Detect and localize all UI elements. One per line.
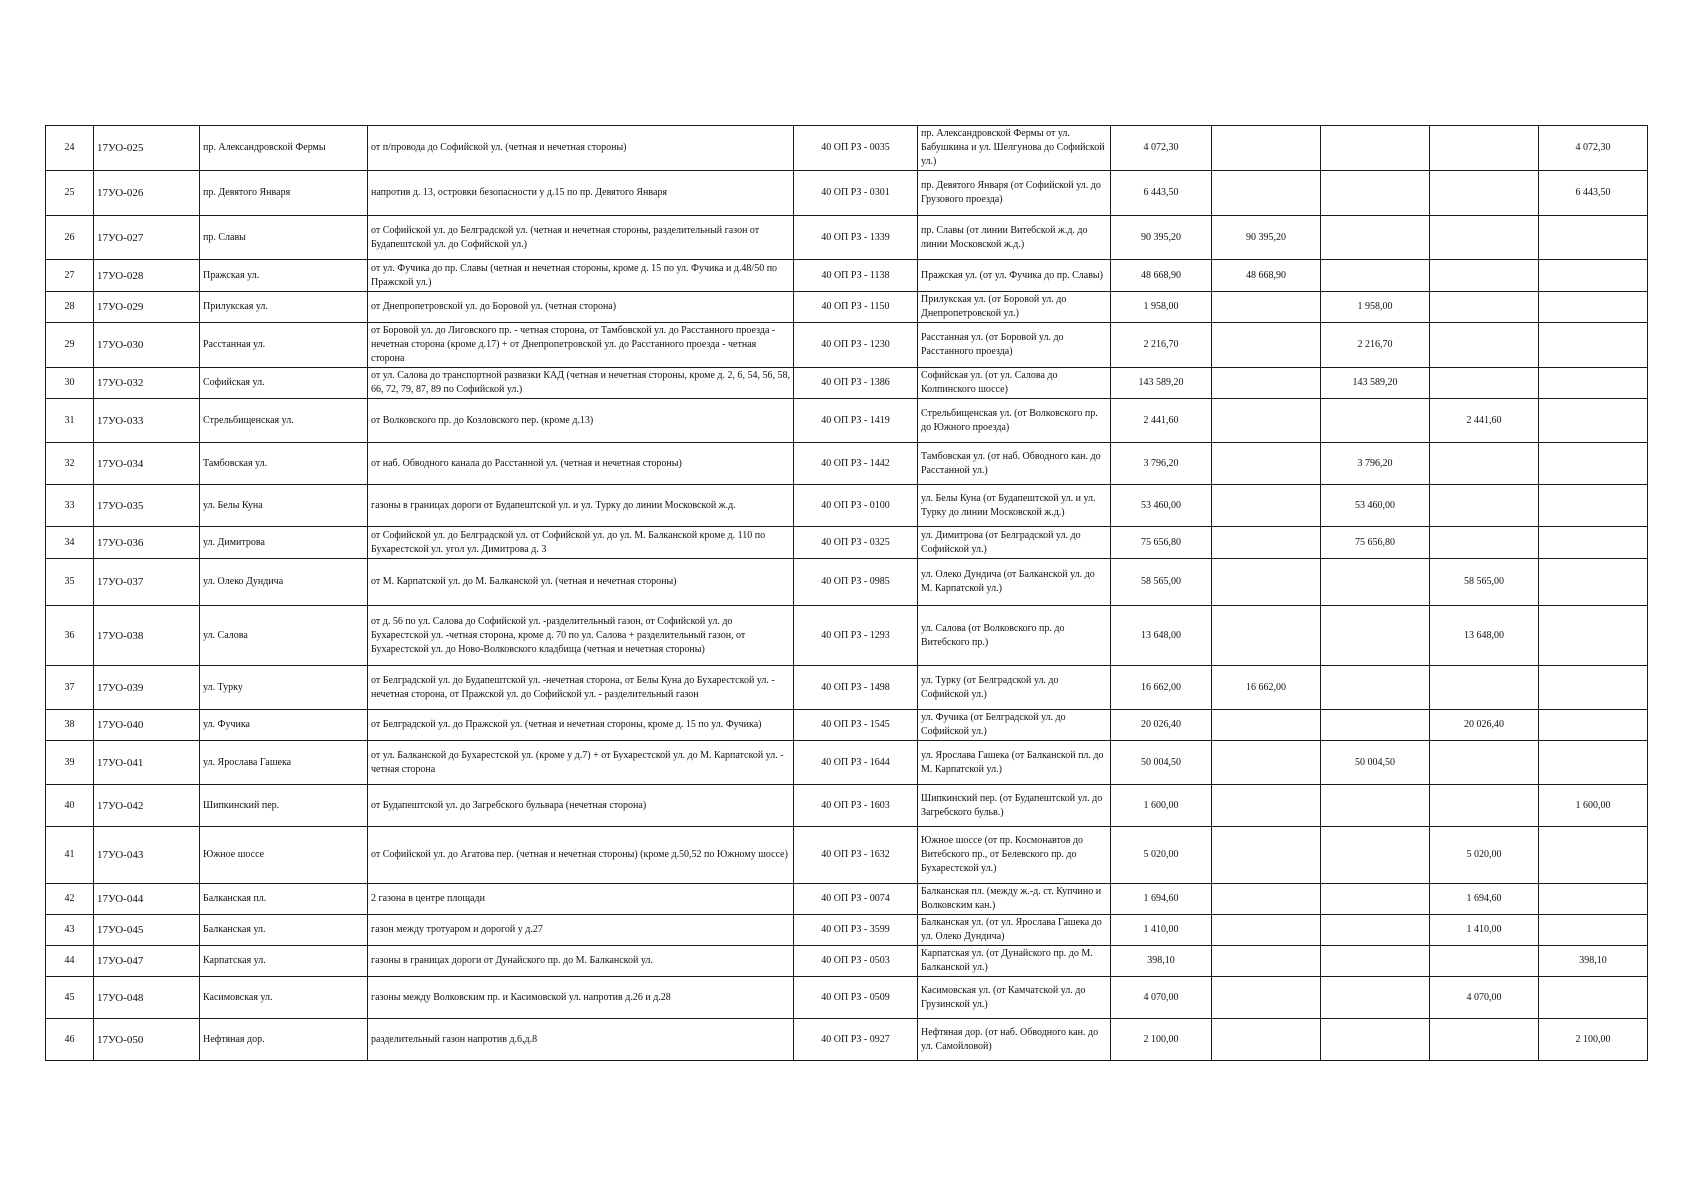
row-road-object: Пражская ул. (от ул. Фучика до пр. Славы) xyxy=(918,260,1111,292)
row-number: 42 xyxy=(46,884,94,915)
row-description: от ул. Фучика до пр. Славы (четная и нечетная стороны, кроме д. 15 по ул. Фучика и д.48/50 по Пражской ул.) xyxy=(368,260,794,292)
row-value-col2: 50 004,50 xyxy=(1321,741,1430,785)
row-number: 30 xyxy=(46,368,94,399)
row-number: 44 xyxy=(46,946,94,977)
row-area: 3 796,20 xyxy=(1111,443,1212,485)
row-number: 29 xyxy=(46,323,94,368)
row-value-col1 xyxy=(1212,606,1321,666)
row-value-col2 xyxy=(1321,785,1430,827)
row-value-col3 xyxy=(1430,527,1539,559)
row-value-col2 xyxy=(1321,915,1430,946)
row-code: 17УО-050 xyxy=(94,1019,200,1061)
row-number: 46 xyxy=(46,1019,94,1061)
row-road-object: ул. Ярослава Гашека (от Балканской пл. до М. Карпатской ул.) xyxy=(918,741,1111,785)
row-description: 2 газона в центре площади xyxy=(368,884,794,915)
row-value-col1 xyxy=(1212,741,1321,785)
table-row xyxy=(46,915,1648,946)
row-code: 17УО-038 xyxy=(94,606,200,666)
row-number: 32 xyxy=(46,443,94,485)
row-value-col2 xyxy=(1321,884,1430,915)
row-road-id: 40 ОП РЗ - 1644 xyxy=(794,741,918,785)
row-value-col3 xyxy=(1430,292,1539,323)
row-code: 17УО-034 xyxy=(94,443,200,485)
row-road-object: ул. Белы Куна (от Будапештской ул. и ул. Турку до линии Московской ж.д.) xyxy=(918,485,1111,527)
table-row xyxy=(46,946,1648,977)
row-value-col4 xyxy=(1539,292,1648,323)
row-street-name: Прилукская ул. xyxy=(200,292,368,323)
row-area: 20 026,40 xyxy=(1111,710,1212,741)
row-value-col3 xyxy=(1430,785,1539,827)
row-description: газоны в границах дороги от Дунайского пр. до М. Балканской ул. xyxy=(368,946,794,977)
row-value-col2 xyxy=(1321,171,1430,216)
table-row xyxy=(46,216,1648,260)
row-value-col3 xyxy=(1430,443,1539,485)
row-code: 17УО-039 xyxy=(94,666,200,710)
row-value-col1 xyxy=(1212,977,1321,1019)
row-code: 17УО-028 xyxy=(94,260,200,292)
row-road-id: 40 ОП РЗ - 1545 xyxy=(794,710,918,741)
row-value-col2: 3 796,20 xyxy=(1321,443,1430,485)
row-road-object: Балканская пл. (между ж.-д. ст. Купчино и Волковским кан.) xyxy=(918,884,1111,915)
row-value-col4 xyxy=(1539,741,1648,785)
row-road-object: Шипкинский пер. (от Будапештской ул. до Загребского бульв.) xyxy=(918,785,1111,827)
row-value-col2: 2 216,70 xyxy=(1321,323,1430,368)
row-description: от ул. Балканской до Бухарестской ул. (кроме у д.7) + от Бухарестской ул. до М. Карпатской ул. - четная сторона xyxy=(368,741,794,785)
row-value-col1 xyxy=(1212,323,1321,368)
row-value-col1 xyxy=(1212,485,1321,527)
row-area: 13 648,00 xyxy=(1111,606,1212,666)
row-street-name: Расстанная ул. xyxy=(200,323,368,368)
row-number: 26 xyxy=(46,216,94,260)
table-row xyxy=(46,977,1648,1019)
row-description: от наб. Обводного канала до Расстанной ул. (четная и нечетная стороны) xyxy=(368,443,794,485)
row-value-col1 xyxy=(1212,785,1321,827)
row-road-id: 40 ОП РЗ - 1138 xyxy=(794,260,918,292)
row-value-col1 xyxy=(1212,884,1321,915)
row-road-id: 40 ОП РЗ - 1632 xyxy=(794,827,918,884)
row-street-name: Софийская ул. xyxy=(200,368,368,399)
row-street-name: ул. Фучика xyxy=(200,710,368,741)
row-number: 43 xyxy=(46,915,94,946)
row-code: 17УО-026 xyxy=(94,171,200,216)
row-value-col4 xyxy=(1539,399,1648,443)
table-row xyxy=(46,443,1648,485)
row-description: от Белградской ул. до Пражской ул. (четная и нечетная стороны, кроме д. 15 по ул. Фучика) xyxy=(368,710,794,741)
table-row xyxy=(46,666,1648,710)
row-road-id: 40 ОП РЗ - 0301 xyxy=(794,171,918,216)
row-road-object: Расстанная ул. (от Боровой ул. до Расстанного проезда) xyxy=(918,323,1111,368)
row-value-col1: 16 662,00 xyxy=(1212,666,1321,710)
row-road-object: Южное шоссе (от пр. Космонавтов до Витебского пр., от Белевского пр. до Бухарестской ул.) xyxy=(918,827,1111,884)
row-code: 17УО-029 xyxy=(94,292,200,323)
row-road-id: 40 ОП РЗ - 0074 xyxy=(794,884,918,915)
row-road-object: Нефтяная дор. (от наб. Обводного кан. до ул. Самойловой) xyxy=(918,1019,1111,1061)
row-code: 17УО-044 xyxy=(94,884,200,915)
row-road-id: 40 ОП РЗ - 0927 xyxy=(794,1019,918,1061)
row-code: 17УО-042 xyxy=(94,785,200,827)
row-number: 37 xyxy=(46,666,94,710)
row-value-col3 xyxy=(1430,485,1539,527)
row-code: 17УО-036 xyxy=(94,527,200,559)
row-area: 4 072,30 xyxy=(1111,126,1212,171)
row-number: 27 xyxy=(46,260,94,292)
row-area: 5 020,00 xyxy=(1111,827,1212,884)
row-value-col3 xyxy=(1430,171,1539,216)
table-row xyxy=(46,126,1648,171)
row-value-col2: 75 656,80 xyxy=(1321,527,1430,559)
row-value-col3 xyxy=(1430,666,1539,710)
row-value-col4 xyxy=(1539,260,1648,292)
row-value-col2 xyxy=(1321,710,1430,741)
table-row xyxy=(46,559,1648,606)
row-area: 2 216,70 xyxy=(1111,323,1212,368)
row-street-name: Шипкинский пер. xyxy=(200,785,368,827)
row-value-col3 xyxy=(1430,216,1539,260)
row-street-name: Стрельбищенская ул. xyxy=(200,399,368,443)
row-road-object: Прилукская ул. (от Боровой ул. до Днепропетровской ул.) xyxy=(918,292,1111,323)
table-row xyxy=(46,606,1648,666)
row-value-col3: 5 020,00 xyxy=(1430,827,1539,884)
row-value-col3: 58 565,00 xyxy=(1430,559,1539,606)
row-description: от М. Карпатской ул. до М. Балканской ул. (четная и нечетная стороны) xyxy=(368,559,794,606)
row-value-col1 xyxy=(1212,527,1321,559)
row-value-col4 xyxy=(1539,666,1648,710)
row-value-col2 xyxy=(1321,1019,1430,1061)
row-value-col3 xyxy=(1430,741,1539,785)
row-description: от Софийской ул. до Белградской ул. от Софийской ул. до ул. М. Балканской кроме д. 110 по Бухарестской ул. угол ул. Димитрова д. 3 xyxy=(368,527,794,559)
table-row xyxy=(46,884,1648,915)
row-area: 53 460,00 xyxy=(1111,485,1212,527)
row-code: 17УО-025 xyxy=(94,126,200,171)
row-value-col3 xyxy=(1430,1019,1539,1061)
row-area: 1 694,60 xyxy=(1111,884,1212,915)
row-value-col4: 4 072,30 xyxy=(1539,126,1648,171)
row-code: 17УО-043 xyxy=(94,827,200,884)
table-row xyxy=(46,399,1648,443)
row-street-name: Южное шоссе xyxy=(200,827,368,884)
table-row xyxy=(46,1019,1648,1061)
row-number: 35 xyxy=(46,559,94,606)
row-road-id: 40 ОП РЗ - 1498 xyxy=(794,666,918,710)
row-street-name: Карпатская ул. xyxy=(200,946,368,977)
row-road-object: ул. Димитрова (от Белградской ул. до Софийской ул.) xyxy=(918,527,1111,559)
row-description: от Боровой ул. до Лиговского пр. - четная сторона, от Тамбовской ул. до Расстанного проезда - нечетная сторона (кроме д.17) + от Днепропетровской ул. до Расстанного проезда - четная сторона xyxy=(368,323,794,368)
row-number: 31 xyxy=(46,399,94,443)
row-value-col2 xyxy=(1321,827,1430,884)
row-value-col3 xyxy=(1430,260,1539,292)
row-value-col4 xyxy=(1539,368,1648,399)
row-value-col1 xyxy=(1212,827,1321,884)
row-code: 17УО-037 xyxy=(94,559,200,606)
row-value-col3: 13 648,00 xyxy=(1430,606,1539,666)
table-row xyxy=(46,368,1648,399)
row-code: 17УО-041 xyxy=(94,741,200,785)
row-area: 1 410,00 xyxy=(1111,915,1212,946)
row-street-name: Балканская ул. xyxy=(200,915,368,946)
row-value-col3: 1 694,60 xyxy=(1430,884,1539,915)
row-value-col4 xyxy=(1539,606,1648,666)
row-area: 90 395,20 xyxy=(1111,216,1212,260)
row-road-object: ул. Турку (от Белградской ул. до Софийской ул.) xyxy=(918,666,1111,710)
row-description: от ул. Салова до транспортной развязки КАД (четная и нечетная стороны, кроме д. 2, 6, 54, 56, 58, 66, 72, 79, 87, 89 по Софийской ул.) xyxy=(368,368,794,399)
row-description: газон между тротуаром и дорогой у д.27 xyxy=(368,915,794,946)
row-road-object: ул. Олеко Дундича (от Балканской ул. до М. Карпатской ул.) xyxy=(918,559,1111,606)
row-code: 17УО-047 xyxy=(94,946,200,977)
row-area: 143 589,20 xyxy=(1111,368,1212,399)
row-value-col2 xyxy=(1321,216,1430,260)
row-road-id: 40 ОП РЗ - 1230 xyxy=(794,323,918,368)
row-value-col3: 2 441,60 xyxy=(1430,399,1539,443)
row-street-name: ул. Олеко Дундича xyxy=(200,559,368,606)
row-road-id: 40 ОП РЗ - 0100 xyxy=(794,485,918,527)
row-description: газоны в границах дороги от Будапештской ул. и ул. Турку до линии Московской ж.д. xyxy=(368,485,794,527)
table-row xyxy=(46,785,1648,827)
row-road-object: Карпатская ул. (от Дунайского пр. до М. Балканской ул.) xyxy=(918,946,1111,977)
row-code: 17УО-027 xyxy=(94,216,200,260)
row-road-object: ул. Фучика (от Белградской ул. до Софийской ул.) xyxy=(918,710,1111,741)
row-number: 36 xyxy=(46,606,94,666)
row-road-id: 40 ОП РЗ - 1339 xyxy=(794,216,918,260)
row-description: от д. 56 по ул. Салова до Софийской ул. -разделительный газон, от Софийской ул. до Бухарестской ул. -четная сторона, кроме д. 70 по ул. Салова + разделительный газон, от Бухарестской ул. до Ново-Волковского кладбища (четная и нечетная стороны) xyxy=(368,606,794,666)
row-street-name: ул. Ярослава Гашека xyxy=(200,741,368,785)
row-code: 17УО-040 xyxy=(94,710,200,741)
row-description: от Днепропетровской ул. до Боровой ул. (четная сторона) xyxy=(368,292,794,323)
row-value-col1 xyxy=(1212,915,1321,946)
row-code: 17УО-033 xyxy=(94,399,200,443)
row-code: 17УО-030 xyxy=(94,323,200,368)
table-row xyxy=(46,827,1648,884)
row-description: от Белградской ул. до Будапештской ул. -нечетная сторона, от Белы Куна до Бухарестской ул. - нечетная сторона, от Пражской ул. до Софийской ул. - разделительный газон xyxy=(368,666,794,710)
row-value-col2: 53 460,00 xyxy=(1321,485,1430,527)
row-value-col2 xyxy=(1321,399,1430,443)
row-number: 45 xyxy=(46,977,94,1019)
row-value-col2 xyxy=(1321,977,1430,1019)
row-value-col3 xyxy=(1430,946,1539,977)
row-value-col1: 48 668,90 xyxy=(1212,260,1321,292)
row-road-object: Балканская ул. (от ул. Ярослава Гашека до ул. Олеко Дундича) xyxy=(918,915,1111,946)
row-road-object: Стрельбищенская ул. (от Волковского пр. до Южного проезда) xyxy=(918,399,1111,443)
row-value-col4 xyxy=(1539,443,1648,485)
row-value-col4 xyxy=(1539,485,1648,527)
row-area: 4 070,00 xyxy=(1111,977,1212,1019)
row-value-col1 xyxy=(1212,710,1321,741)
table-row xyxy=(46,323,1648,368)
row-value-col3: 1 410,00 xyxy=(1430,915,1539,946)
row-road-id: 40 ОП РЗ - 0503 xyxy=(794,946,918,977)
table-row xyxy=(46,527,1648,559)
row-value-col1 xyxy=(1212,171,1321,216)
row-value-col1 xyxy=(1212,1019,1321,1061)
row-number: 39 xyxy=(46,741,94,785)
row-value-col2 xyxy=(1321,666,1430,710)
row-area: 48 668,90 xyxy=(1111,260,1212,292)
row-description: от Будапештской ул. до Загребского бульвара (нечетная сторона) xyxy=(368,785,794,827)
row-value-col2: 1 958,00 xyxy=(1321,292,1430,323)
row-value-col3: 4 070,00 xyxy=(1430,977,1539,1019)
row-value-col4 xyxy=(1539,527,1648,559)
row-street-name: ул. Турку xyxy=(200,666,368,710)
row-road-object: ул. Салова (от Волковского пр. до Витебского пр.) xyxy=(918,606,1111,666)
row-value-col2 xyxy=(1321,946,1430,977)
table-row xyxy=(46,710,1648,741)
row-street-name: Балканская пл. xyxy=(200,884,368,915)
row-value-col1 xyxy=(1212,126,1321,171)
row-street-name: пр. Славы xyxy=(200,216,368,260)
row-road-id: 40 ОП РЗ - 0035 xyxy=(794,126,918,171)
row-description: разделительный газон напротив д.6,д.8 xyxy=(368,1019,794,1061)
row-street-name: ул. Димитрова xyxy=(200,527,368,559)
row-road-object: Софийская ул. (от ул. Салова до Колпинского шоссе) xyxy=(918,368,1111,399)
row-value-col2 xyxy=(1321,559,1430,606)
row-code: 17УО-035 xyxy=(94,485,200,527)
row-value-col4: 6 443,50 xyxy=(1539,171,1648,216)
row-street-name: пр. Девятого Января xyxy=(200,171,368,216)
row-description: напротив д. 13, островки безопасности у д.15 по пр. Девятого Января xyxy=(368,171,794,216)
row-code: 17УО-032 xyxy=(94,368,200,399)
table-row xyxy=(46,292,1648,323)
row-road-object: Касимовская ул. (от Камчатской ул. до Грузинской ул.) xyxy=(918,977,1111,1019)
row-road-id: 40 ОП РЗ - 1386 xyxy=(794,368,918,399)
table-row xyxy=(46,741,1648,785)
row-street-name: ул. Белы Куна xyxy=(200,485,368,527)
row-road-id: 40 ОП РЗ - 0985 xyxy=(794,559,918,606)
row-code: 17УО-048 xyxy=(94,977,200,1019)
row-value-col3: 20 026,40 xyxy=(1430,710,1539,741)
row-number: 28 xyxy=(46,292,94,323)
row-number: 41 xyxy=(46,827,94,884)
row-street-name: пр. Александровской Фермы xyxy=(200,126,368,171)
row-value-col1: 90 395,20 xyxy=(1212,216,1321,260)
row-area: 50 004,50 xyxy=(1111,741,1212,785)
row-area: 1 600,00 xyxy=(1111,785,1212,827)
row-value-col1 xyxy=(1212,399,1321,443)
row-street-name: Касимовская ул. xyxy=(200,977,368,1019)
row-code: 17УО-045 xyxy=(94,915,200,946)
row-road-object: пр. Девятого Января (от Софийской ул. до Грузового проезда) xyxy=(918,171,1111,216)
row-value-col1 xyxy=(1212,559,1321,606)
row-road-object: пр. Александровской Фермы от ул. Бабушкина и ул. Шелгунова до Софийской ул.) xyxy=(918,126,1111,171)
row-road-id: 40 ОП РЗ - 3599 xyxy=(794,915,918,946)
row-value-col2: 143 589,20 xyxy=(1321,368,1430,399)
row-value-col4 xyxy=(1539,827,1648,884)
row-description: от п/провода до Софийской ул. (четная и нечетная стороны) xyxy=(368,126,794,171)
table-row xyxy=(46,485,1648,527)
row-value-col2 xyxy=(1321,126,1430,171)
row-street-name: Пражская ул. xyxy=(200,260,368,292)
row-road-object: пр. Славы (от линии Витебской ж.д. до линии Московской ж.д.) xyxy=(918,216,1111,260)
row-street-name: ул. Салова xyxy=(200,606,368,666)
row-value-col3 xyxy=(1430,368,1539,399)
row-value-col4 xyxy=(1539,323,1648,368)
row-area: 1 958,00 xyxy=(1111,292,1212,323)
row-number: 25 xyxy=(46,171,94,216)
row-area: 75 656,80 xyxy=(1111,527,1212,559)
row-road-id: 40 ОП РЗ - 1150 xyxy=(794,292,918,323)
row-value-col4 xyxy=(1539,216,1648,260)
row-number: 24 xyxy=(46,126,94,171)
row-number: 34 xyxy=(46,527,94,559)
row-road-id: 40 ОП РЗ - 0509 xyxy=(794,977,918,1019)
row-road-id: 40 ОП РЗ - 1419 xyxy=(794,399,918,443)
row-value-col2 xyxy=(1321,260,1430,292)
row-area: 58 565,00 xyxy=(1111,559,1212,606)
row-value-col3 xyxy=(1430,323,1539,368)
row-number: 40 xyxy=(46,785,94,827)
row-value-col4 xyxy=(1539,559,1648,606)
row-area: 6 443,50 xyxy=(1111,171,1212,216)
row-description: от Софийской ул. до Белградской ул. (четная и нечетная стороны, разделительный газон от Будапештской ул. до Софийской ул.) xyxy=(368,216,794,260)
row-value-col4 xyxy=(1539,977,1648,1019)
row-number: 33 xyxy=(46,485,94,527)
row-description: от Софийской ул. до Агатова пер. (четная и нечетная стороны) (кроме д.50,52 по Южному шоссе) xyxy=(368,827,794,884)
row-value-col4 xyxy=(1539,884,1648,915)
row-value-col2 xyxy=(1321,606,1430,666)
row-area: 2 441,60 xyxy=(1111,399,1212,443)
row-area: 16 662,00 xyxy=(1111,666,1212,710)
row-description: от Волковского пр. до Козловского пер. (кроме д.13) xyxy=(368,399,794,443)
table-body xyxy=(46,126,1648,1061)
table-row xyxy=(46,260,1648,292)
row-value-col4 xyxy=(1539,915,1648,946)
row-description: газоны между Волковским пр. и Касимовской ул. напротив д.26 и д.28 xyxy=(368,977,794,1019)
row-value-col1 xyxy=(1212,946,1321,977)
row-value-col4 xyxy=(1539,710,1648,741)
row-value-col1 xyxy=(1212,292,1321,323)
row-value-col3 xyxy=(1430,126,1539,171)
row-value-col1 xyxy=(1212,443,1321,485)
row-value-col4: 2 100,00 xyxy=(1539,1019,1648,1061)
row-value-col4: 1 600,00 xyxy=(1539,785,1648,827)
document-table xyxy=(45,125,1648,1061)
row-street-name: Тамбовская ул. xyxy=(200,443,368,485)
table-row xyxy=(46,171,1648,216)
row-road-id: 40 ОП РЗ - 1442 xyxy=(794,443,918,485)
row-number: 38 xyxy=(46,710,94,741)
row-value-col4: 398,10 xyxy=(1539,946,1648,977)
row-road-id: 40 ОП РЗ - 1293 xyxy=(794,606,918,666)
row-area: 398,10 xyxy=(1111,946,1212,977)
row-street-name: Нефтяная дор. xyxy=(200,1019,368,1061)
row-area: 2 100,00 xyxy=(1111,1019,1212,1061)
row-road-id: 40 ОП РЗ - 0325 xyxy=(794,527,918,559)
row-value-col1 xyxy=(1212,368,1321,399)
row-road-id: 40 ОП РЗ - 1603 xyxy=(794,785,918,827)
row-road-object: Тамбовская ул. (от наб. Обводного кан. до Расстанной ул.) xyxy=(918,443,1111,485)
